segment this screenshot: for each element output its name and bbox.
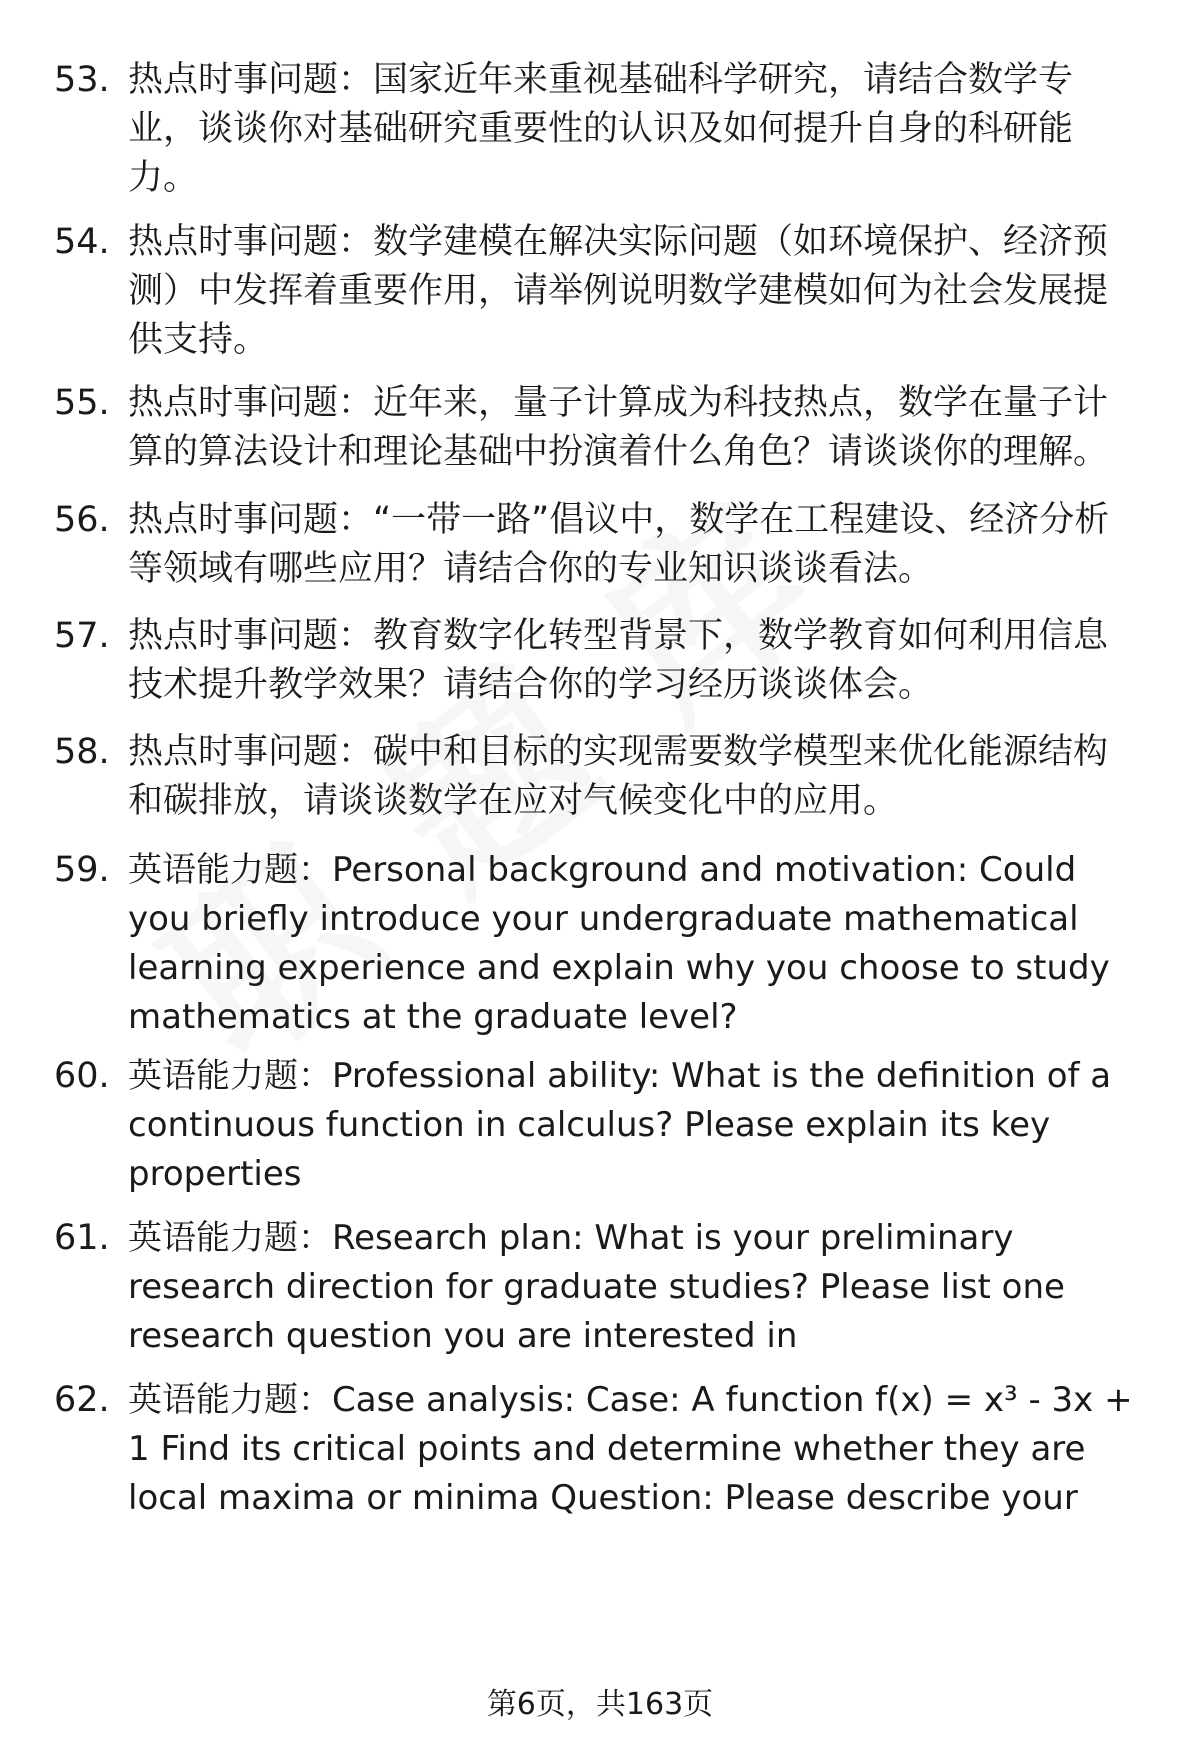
question-text: 热点时事问题：“一带一路”倡议中，数学在工程建设、经济分析等领域有哪些应用？请结合你的专业知识谈谈看法。: [128, 500, 1110, 589]
question-number: 54.: [54, 222, 110, 262]
question-text: 英语能力题：Research plan: What is your preliminary research direction for graduate studies? Please list one research question you are interested in: [128, 1218, 1065, 1356]
question-text: 英语能力题：Case analysis: Case: A function f(x) = x³ - 3x + 1 Find its critical points and determine whether they are local maxima or minima Question: Please describe your: [128, 1380, 1133, 1518]
question-text: 热点时事问题：国家近年来重视基础科学研究，请结合数学专业，谈谈你对基础研究重要性的认识及如何提升自身的科研能力。: [128, 60, 1074, 198]
question-text: 英语能力题：Professional ability: What is the definition of a continuous function in calculus? Please explain its key properties: [128, 1056, 1112, 1194]
question-text: 英语能力题：Personal background and motivation: Could you briefly introduce your undergraduate mathematical learning experience and explain why you choose to study mathematics at the graduate level?: [128, 850, 1110, 1037]
question-text: 热点时事问题：教育数字化转型背景下，数学教育如何利用信息技术提升教学效果？请结合你的学习经历谈谈体会。: [128, 616, 1109, 705]
question-number: 55.: [54, 383, 110, 423]
question-number: 53.: [54, 60, 110, 100]
question-number: 56.: [54, 500, 110, 540]
question-text: 热点时事问题：数学建模在解决实际问题（如环境保护、经济预测）中发挥着重要作用，请举例说明数学建模如何为社会发展提供支持。: [128, 222, 1109, 360]
question-number: 58.: [54, 732, 110, 772]
page-footer: 第6页，共163页: [486, 1687, 714, 1722]
question-number: 60.: [54, 1056, 110, 1096]
question-text: 热点时事问题：近年来，量子计算成为科技热点，数学在量子计算的算法设计和理论基础中扮演着什么角色？请谈谈你的理解。: [128, 383, 1109, 472]
question-number: 61.: [54, 1218, 110, 1258]
question-number: 62.: [54, 1380, 110, 1420]
question-text: 热点时事问题：碳中和目标的实现需要数学模型来优化能源结构和碳排放，请谈谈数学在应对气候变化中的应用。: [128, 732, 1109, 821]
question-number: 59.: [54, 850, 110, 890]
question-number: 57.: [54, 616, 110, 656]
